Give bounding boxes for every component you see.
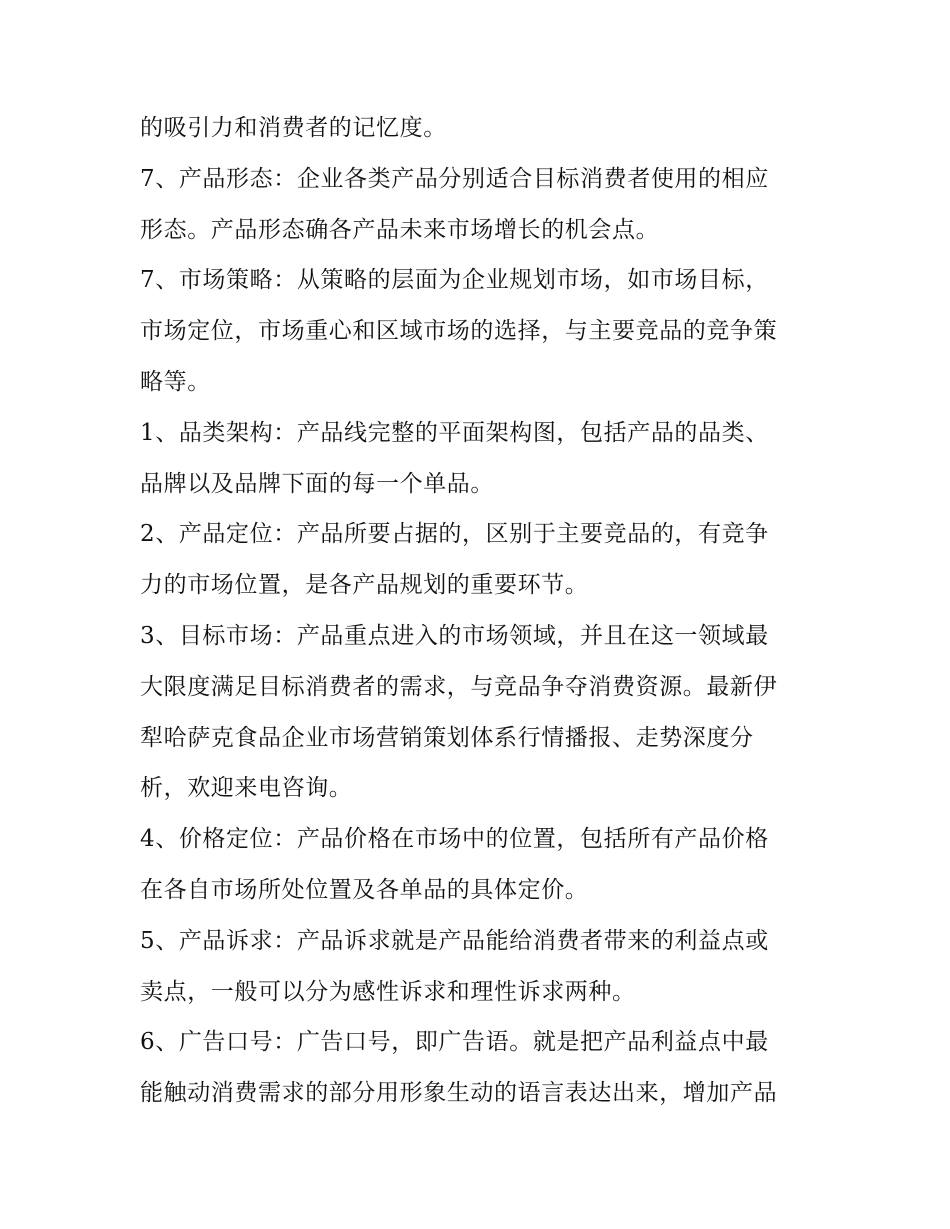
text-line: 6、广告口号：广告口号，即广告语。就是把产品利益点中最 <box>140 1029 769 1056</box>
text-line: 1、品类架构：产品线完整的平面架构图，包括产品的品类、 <box>140 419 769 446</box>
text-line: 卖点，一般可以分为感性诉求和理性诉求两种。 <box>140 978 636 1005</box>
text-line: 大限度满足目标消费者的需求，与竞品争夺消费资源。最新伊 <box>140 673 778 700</box>
text-line: 品牌以及品牌下面的每一个单品。 <box>140 470 494 497</box>
text-line: 在各自市场所处位置及各单品的具体定价。 <box>140 876 589 903</box>
text-line: 略等。 <box>140 368 211 395</box>
text-line: 7、产品形态：企业各类产品分别适合目标消费者使用的相应 <box>140 165 769 192</box>
text-line: 力的市场位置，是各产品规划的重要环节。 <box>140 572 589 599</box>
text-line: 犁哈萨克食品企业市场营销策划体系行情播报、走势深度分 <box>140 724 754 751</box>
text-line: 7、市场策略：从策略的层面为企业规划市场，如市场目标， <box>140 267 769 294</box>
text-line: 4、价格定位：产品价格在市场中的位置，包括所有产品价格 <box>140 826 769 853</box>
text-line: 市场定位，市场重心和区域市场的选择，与主要竞品的竞争策 <box>140 318 778 345</box>
text-line: 2、产品定位：产品所要占据的，区别于主要竞品的，有竞争 <box>140 521 769 548</box>
text-line: 形态。产品形态确各产品未来市场增长的机会点。 <box>140 216 660 243</box>
text-line: 析，欢迎来电咨询。 <box>140 775 353 802</box>
text-line: 3、目标市场：产品重点进入的市场领域，并且在这一领域最 <box>140 622 769 649</box>
document-body <box>140 103 820 1119</box>
text-line: 的吸引力和消费者的记忆度。 <box>140 115 447 141</box>
text-line: 5、产品诉求：产品诉求就是产品能给消费者带来的利益点或 <box>140 927 769 954</box>
text-line: 能触动消费需求的部分用形象生动的语言表达出来，增加产品 <box>140 1080 778 1107</box>
